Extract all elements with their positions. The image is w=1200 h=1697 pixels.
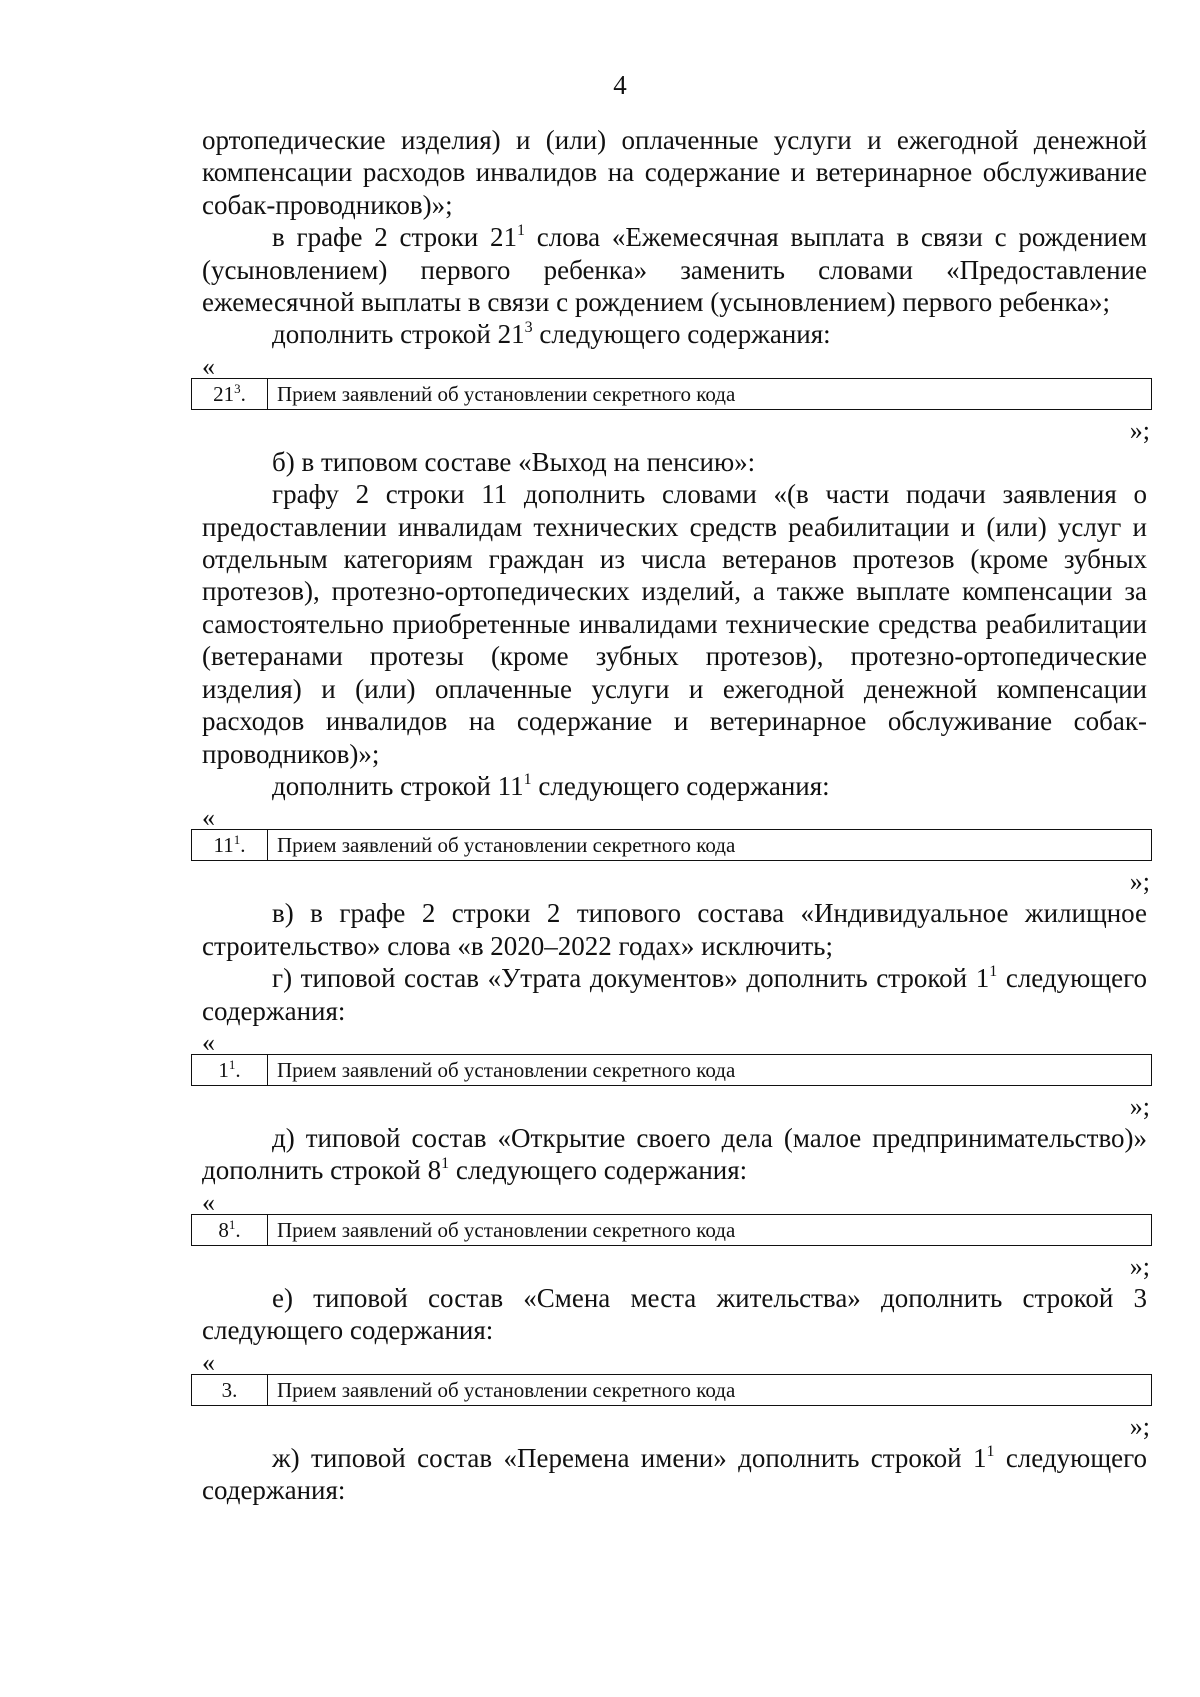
row-number-cell [192,1374,268,1405]
row-number: 1 [218,1057,229,1082]
row-number-cell [192,378,268,409]
row-number-superscript: 3 [234,380,241,396]
paragraph [202,962,1147,1027]
table-row [192,1054,1152,1085]
paragraph [202,770,1147,802]
paragraph-text: графу 2 строки 11 дополнить словами «(в части подачи заявления о предоставлении инвалидам технических средств реабилитации и (или) услуг и отдельным категориям граждан из числа ветеранов протезов (кроме зубных протезов), протезно-ортопедических изделий, а также выплате компенсации за самостоятельно приобретенные инвалидами технические средства реабилитации (ветеранами протезы (кроме зубных протезов), протезно-ортопедические изделия) и (или) оплаченные услуги и ежегодной денежной компенсации расходов инвалидов на содержание и ветеринарное обслуживание собак-проводников)»; [202,479,1147,769]
paragraph-text: следующего содержания: [531,770,830,801]
superscript: 1 [517,222,525,240]
table-row [192,830,1152,861]
row-text-cell: Прием заявлений об установлении секретного кода [268,1214,1152,1245]
paragraph [202,221,1147,318]
row-number-suffix: . [240,381,246,406]
closing-quote: »; [1129,1411,1150,1441]
paragraph-text: д) типовой состав «Открытие своего дела (малое предпринимательство)» дополнить строкой 8 [202,1122,1147,1186]
paragraph-text: б) в типовом составе «Выход на пенсию»: [272,446,756,477]
paragraph-text: следующего содержания: [202,1442,1147,1505]
table-row [192,1374,1152,1405]
superscript: 1 [986,1442,995,1460]
row-text-cell: Прием заявлений об установлении секретного кода [268,378,1152,409]
paragraph-text: следующего содержания: [532,319,831,350]
paragraph-text: дополнить строкой 11 [272,770,524,801]
row-number-suffix: . [240,833,246,858]
superscript: 3 [524,319,533,337]
paragraph-text: г) типовой состав «Утрата документов» дополнить строкой 1 [272,963,990,994]
paragraph-text: дополнить строкой 21 [272,319,525,350]
row-number: 3 [221,1377,233,1402]
paragraph [202,1282,1147,1347]
paragraph [202,1122,1147,1187]
paragraph [202,318,1147,350]
row-text-cell: Прием заявлений об установлении секретного кода [268,830,1152,861]
superscript: 1 [523,770,532,788]
document-body [202,124,1150,1506]
row-number: 11 [213,833,234,858]
paragraph-text: в графе 2 строки 21 [272,222,517,253]
paragraph [202,1442,1147,1507]
opening-quote: « [202,1027,215,1057]
paragraph-text: следующего содержания: [449,1155,748,1186]
superscript: 1 [441,1155,450,1173]
paragraph-text: ж) типовой состав «Перемена имени» дополнить строкой 1 [272,1442,987,1473]
closing-quote: »; [1129,1251,1150,1281]
row-number-superscript: 1 [233,832,241,848]
inserted-row-table [191,1374,1152,1406]
paragraph [202,446,1147,478]
row-number: 8 [218,1217,229,1242]
paragraph-text: в) в графе 2 строки 2 типового состава «Индивидуальное жилищное строительство» слова «в 2020–2022 годах» исключить; [202,898,1147,961]
row-number-cell [192,1054,268,1085]
row-number-suffix: . [232,1377,238,1402]
table-row [192,378,1152,409]
row-text-cell: Прием заявлений об установлении секретного кода [268,1054,1152,1085]
inserted-row-table [191,378,1152,410]
row-number-superscript: 1 [228,1056,236,1072]
paragraph-text: е) типовой состав «Смена места жительства» дополнить строкой 3 следующего содержания: [202,1282,1147,1346]
page-number: 4 [613,70,627,100]
inserted-row-table [191,1214,1152,1246]
inserted-row-table [191,1054,1152,1086]
row-number-suffix: . [235,1217,241,1242]
paragraph-text: следующего содержания: [202,963,1148,1026]
row-number: 21 [213,381,235,406]
row-text-cell: Прием заявлений об установлении секретного кода [268,1374,1152,1405]
paragraph [202,897,1147,962]
opening-quote: « [202,803,215,833]
paragraph [202,478,1147,770]
opening-quote: « [202,1187,215,1217]
inserted-row-table [191,829,1152,861]
row-number-superscript: 1 [228,1216,236,1232]
paragraph-text: слова «Ежемесячная выплата в связи с рождением (усыновлением) первого ребенка» заменить словами «Предоставление ежемесячной выплаты в связи с рождением (усыновлением) первого ребенка»; [202,222,1147,318]
closing-quote: »; [1129,867,1150,897]
row-number-suffix: . [235,1057,241,1082]
row-number-cell [192,1214,268,1245]
table-row [192,1214,1152,1245]
closing-quote: »; [1129,415,1150,445]
row-number-cell [192,830,268,861]
closing-quote: »; [1129,1091,1150,1121]
opening-quote: « [202,1347,215,1377]
paragraph [202,124,1147,221]
opening-quote: « [202,351,215,381]
superscript: 1 [989,963,998,981]
paragraph-text: ортопедические изделия) и (или) оплаченные услуги и ежегодной денежной компенсации расходов инвалидов на содержание и ветеринарное обслуживание собак-проводников)»; [202,125,1147,220]
